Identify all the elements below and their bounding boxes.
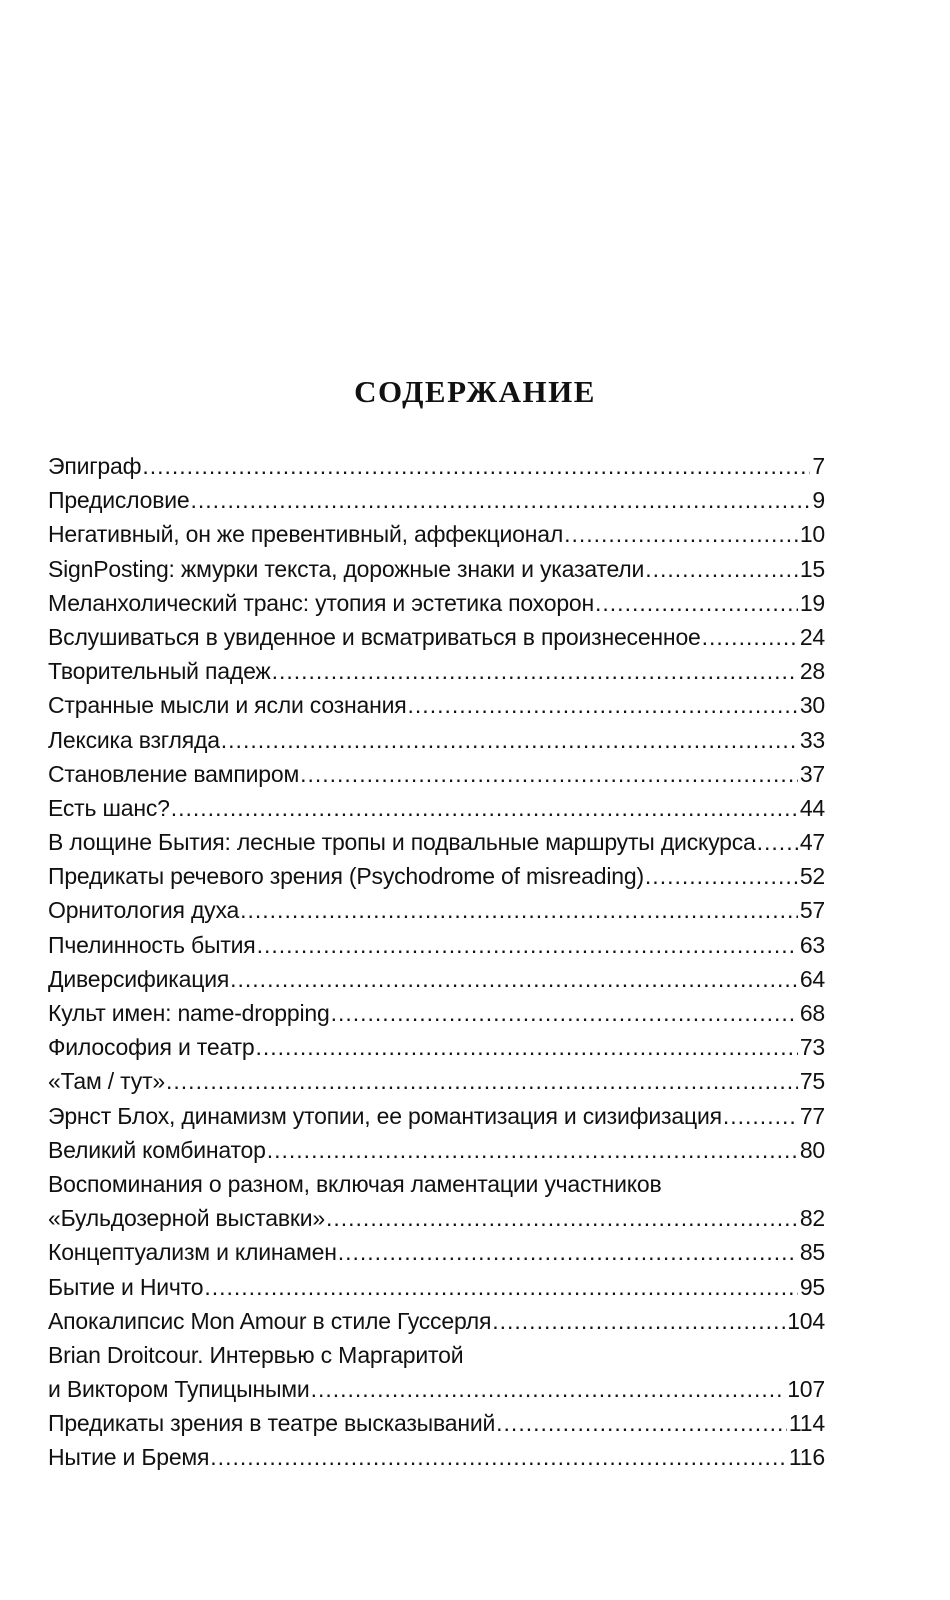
toc-entry-title: Эрнст Блох, динамизм утопии, ее романтизация и сизифизация bbox=[48, 1102, 722, 1129]
dot-leader bbox=[300, 757, 798, 791]
dot-leader bbox=[272, 654, 798, 688]
toc-list bbox=[48, 449, 825, 1475]
toc-entry-title: Эпиграф bbox=[48, 453, 142, 479]
dot-leader bbox=[257, 928, 798, 962]
toc-entry bbox=[48, 586, 825, 620]
toc-entry-page-number: 63 bbox=[799, 931, 825, 958]
toc-entry bbox=[48, 517, 825, 551]
toc-entry-row bbox=[48, 825, 825, 859]
toc-entry-page-number: 85 bbox=[799, 1239, 825, 1266]
toc-entry-row bbox=[48, 586, 825, 620]
toc-entry-title: Великий комбинатор bbox=[48, 1136, 266, 1163]
toc-entry-page-number: 10 bbox=[799, 521, 825, 548]
toc-entry-title: Апокалипсис Mon Amour в стиле Гуссерля bbox=[48, 1307, 492, 1334]
toc-entry-title: «Бульдозерной выставки» bbox=[48, 1205, 325, 1232]
toc-entry-title: Бытие и Ничто bbox=[48, 1273, 204, 1300]
toc-entry-title: Негативный, он же превентивный, аффекционал bbox=[48, 521, 564, 548]
toc-entry bbox=[48, 1201, 825, 1235]
dot-leader bbox=[331, 996, 798, 1030]
toc-entry-row bbox=[48, 1235, 825, 1269]
toc-entry-title: Творительный падеж bbox=[48, 658, 271, 685]
dot-leader bbox=[757, 825, 798, 859]
toc-entry-title: Диверсификация bbox=[48, 965, 230, 992]
toc-entry-page-number: 64 bbox=[799, 965, 825, 992]
dot-leader bbox=[210, 1440, 787, 1474]
toc-entry-page-number: 47 bbox=[799, 829, 825, 856]
toc-entry-title: Есть шанс? bbox=[48, 794, 170, 821]
dot-leader bbox=[311, 1372, 786, 1406]
toc-entry-page-number: 75 bbox=[799, 1068, 825, 1095]
toc-entry-row bbox=[48, 893, 825, 927]
dot-leader bbox=[166, 1064, 798, 1098]
toc-entry-continued-line bbox=[48, 1338, 825, 1372]
toc-entry-row bbox=[48, 791, 825, 825]
toc-entry-row bbox=[48, 1133, 825, 1167]
toc-entry bbox=[48, 859, 825, 893]
toc-entry bbox=[48, 1099, 825, 1133]
dot-leader bbox=[723, 1099, 798, 1133]
toc-entry-page-number: 82 bbox=[799, 1205, 825, 1232]
toc-entry-page-number: 30 bbox=[799, 692, 825, 719]
toc-entry bbox=[48, 928, 825, 962]
dot-leader bbox=[142, 449, 810, 483]
toc-entry-row bbox=[48, 962, 825, 996]
toc-entry-row bbox=[48, 859, 825, 893]
toc-entry-row bbox=[48, 552, 825, 586]
dot-leader bbox=[191, 483, 811, 517]
toc-entry bbox=[48, 1270, 825, 1304]
toc-entry-title: В лощине Бытия: лесные тропы и подвальные маршруты дискурса bbox=[48, 829, 756, 856]
toc-entry bbox=[48, 620, 825, 654]
toc-entry-row bbox=[48, 1304, 825, 1338]
toc-entry-title: Орнитология духа bbox=[48, 897, 240, 924]
dot-leader bbox=[267, 1133, 798, 1167]
toc-entry bbox=[48, 1440, 825, 1474]
toc-entry-page-number: 9 bbox=[812, 487, 825, 514]
toc-entry bbox=[48, 1133, 825, 1167]
dot-leader bbox=[256, 1030, 798, 1064]
toc-entry bbox=[48, 688, 825, 722]
dot-leader bbox=[338, 1235, 798, 1269]
dot-leader bbox=[171, 791, 798, 825]
toc-entry bbox=[48, 1235, 825, 1269]
toc-entry bbox=[48, 1304, 825, 1338]
toc-entry-title: Философия и театр bbox=[48, 1034, 255, 1061]
toc-entry-title: и Виктором Тупицыными bbox=[48, 1376, 310, 1403]
dot-leader bbox=[595, 586, 798, 620]
toc-entry-title: Предисловие bbox=[48, 487, 190, 514]
toc-entry-page-number: 114 bbox=[788, 1410, 825, 1437]
toc-entry-row bbox=[48, 483, 825, 517]
toc-entry-page-number: 80 bbox=[799, 1136, 825, 1163]
toc-entry-page-number: 116 bbox=[788, 1444, 825, 1471]
toc-entry-title: Нытие и Бремя bbox=[48, 1444, 210, 1471]
toc-entry bbox=[48, 449, 825, 483]
toc-entry-page-number: 28 bbox=[799, 658, 825, 685]
toc-entry-page-number: 95 bbox=[799, 1273, 825, 1300]
toc-entry-row bbox=[48, 1440, 825, 1474]
toc-entry bbox=[48, 483, 825, 517]
toc-entry-row bbox=[48, 1099, 825, 1133]
toc-entry-row bbox=[48, 1064, 825, 1098]
toc-entry-page-number: 44 bbox=[799, 794, 825, 821]
toc-entry-continued-line bbox=[48, 1167, 825, 1201]
dot-leader bbox=[408, 688, 798, 722]
dot-leader bbox=[240, 893, 798, 927]
toc-entry-row bbox=[48, 757, 825, 791]
toc-entry-title: Странные мысли и ясли сознания bbox=[48, 692, 407, 719]
dot-leader bbox=[645, 552, 798, 586]
toc-entry bbox=[48, 1372, 825, 1406]
toc-entry-page-number: 57 bbox=[799, 897, 825, 924]
dot-leader bbox=[326, 1201, 798, 1235]
toc-entry-page-number: 24 bbox=[799, 623, 825, 650]
toc-entry-title: «Там / тут» bbox=[48, 1068, 166, 1095]
toc-entry-row bbox=[48, 723, 825, 757]
toc-entry-row bbox=[48, 654, 825, 688]
dot-leader bbox=[204, 1270, 797, 1304]
dot-leader bbox=[230, 962, 798, 996]
toc-entry-page-number: 37 bbox=[799, 760, 825, 787]
toc-heading: СОДЕРЖАНИЕ bbox=[354, 374, 596, 409]
dot-leader bbox=[221, 723, 798, 757]
toc-entry-page-number: 15 bbox=[799, 555, 825, 582]
toc-entry-page-number: 33 bbox=[799, 726, 825, 753]
toc-entry bbox=[48, 825, 825, 859]
dot-leader bbox=[492, 1304, 785, 1338]
toc-entry-title-line1: Brian Droitcour. Интервью с Маргаритой bbox=[48, 1341, 464, 1368]
toc-entry-row bbox=[48, 1406, 825, 1440]
toc-entry bbox=[48, 962, 825, 996]
toc-entry-page-number: 52 bbox=[799, 863, 825, 890]
toc-entry-page-number: 7 bbox=[812, 453, 825, 479]
toc-entry-row bbox=[48, 928, 825, 962]
toc-entry-row bbox=[48, 996, 825, 1030]
toc-entry-row bbox=[48, 1270, 825, 1304]
toc-entry bbox=[48, 893, 825, 927]
toc-entry-row bbox=[48, 688, 825, 722]
toc-entry bbox=[48, 654, 825, 688]
toc-entry-page-number: 107 bbox=[787, 1376, 825, 1403]
toc-entry-title: Пчелинность бытия bbox=[48, 931, 256, 958]
toc-entry-page-number: 73 bbox=[799, 1034, 825, 1061]
toc-entry-title: Предикаты речевого зрения (Psychodrome of misreading) bbox=[48, 863, 644, 890]
toc-entry-title: Предикаты зрения в театре высказываний bbox=[48, 1410, 496, 1437]
toc-entry-row bbox=[48, 517, 825, 551]
dot-leader bbox=[496, 1406, 787, 1440]
toc-entry-title: Вслушиваться в увиденное и всматриваться в произнесенное bbox=[48, 623, 701, 650]
toc-entry-page-number: 68 bbox=[799, 1000, 825, 1026]
dot-leader bbox=[645, 859, 798, 893]
toc-entry-row bbox=[48, 449, 825, 483]
toc-entry bbox=[48, 996, 825, 1030]
dot-leader bbox=[564, 517, 798, 551]
toc-entry-title: Концептуализм и клинамен bbox=[48, 1239, 337, 1266]
toc-entry-title-line1: Воспоминания о разном, включая ламентации участников bbox=[48, 1170, 662, 1197]
toc-entry-page-number: 104 bbox=[787, 1307, 825, 1334]
toc-entry-row bbox=[48, 1372, 825, 1406]
toc-entry-title: Становление вампиром bbox=[48, 760, 300, 787]
toc-entry-page-number: 19 bbox=[799, 589, 825, 616]
toc-entry bbox=[48, 1406, 825, 1440]
toc-entry-title: Лексика взгляда bbox=[48, 726, 220, 753]
toc-entry-title: SignPosting: жмурки текста, дорожные знаки и указатели bbox=[48, 555, 645, 582]
toc-entry bbox=[48, 791, 825, 825]
toc-entry bbox=[48, 723, 825, 757]
toc-entry-row bbox=[48, 620, 825, 654]
toc-entry-page-number: 77 bbox=[799, 1102, 825, 1129]
toc-entry-row bbox=[48, 1201, 825, 1235]
toc-entry-title: Меланхолический транс: утопия и эстетика похорон bbox=[48, 589, 595, 616]
toc-entry-title: Культ имен: name-dropping bbox=[48, 1000, 330, 1026]
toc-entry bbox=[48, 1030, 825, 1064]
toc-entry bbox=[48, 1064, 825, 1098]
toc-entry bbox=[48, 757, 825, 791]
toc-entry-row bbox=[48, 1030, 825, 1064]
toc-entry bbox=[48, 552, 825, 586]
dot-leader bbox=[702, 620, 798, 654]
